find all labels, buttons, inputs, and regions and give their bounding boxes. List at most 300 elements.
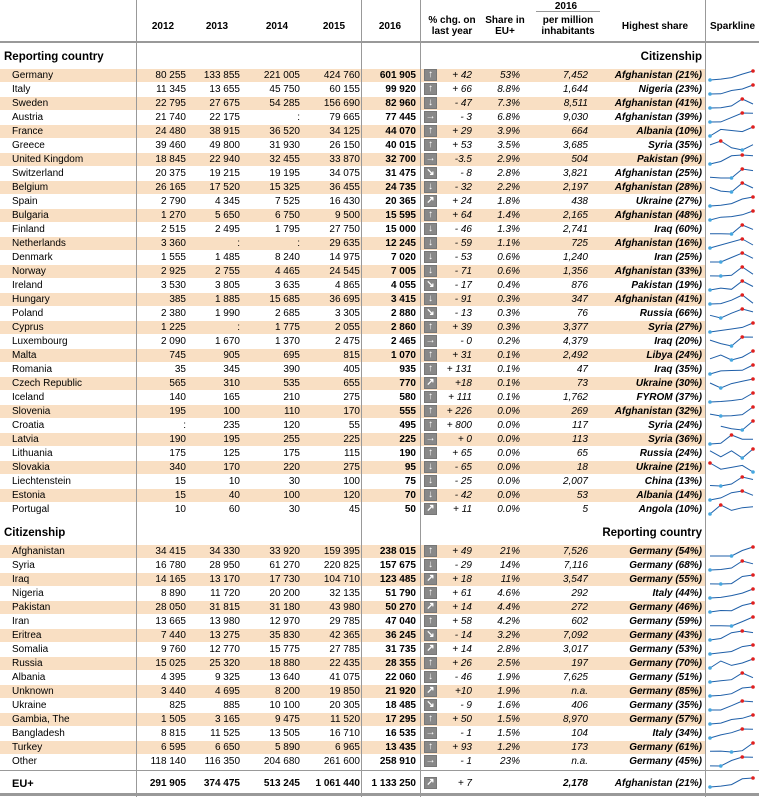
sparkline	[708, 776, 755, 789]
value-cell: 11 520	[330, 714, 360, 725]
sparkline-max-marker	[751, 419, 755, 423]
per-million: 347	[571, 294, 588, 305]
row-label: Russia	[12, 658, 43, 669]
row-label: Gambia, The	[12, 714, 70, 725]
value-cell: 54 285	[269, 98, 300, 109]
value-cell: 26 165	[155, 182, 186, 193]
value-cell: 22 940	[209, 154, 240, 165]
trend-arrow-icon: ↗	[424, 503, 437, 515]
value-cell: 2 495	[214, 224, 240, 235]
sparkline	[708, 699, 755, 712]
total-value: 513 245	[263, 778, 300, 789]
per-million: 8,970	[562, 714, 588, 725]
trend-arrow-icon: ↑	[424, 363, 437, 375]
sparkline-max-marker	[751, 643, 755, 647]
trend-arrow-icon: ↑	[424, 741, 437, 753]
sparkline	[708, 587, 755, 600]
row-label: Norway	[12, 266, 46, 277]
value-cell: 33 870	[329, 154, 360, 165]
value-cell: 13 170	[209, 574, 240, 585]
value-cell: 31 930	[269, 140, 300, 151]
value-cell: 51 790	[385, 588, 416, 599]
trend-arrow-icon: ↓	[424, 181, 437, 193]
sparkline-line	[710, 253, 753, 262]
per-million: 292	[571, 588, 588, 599]
sparkline-line	[710, 491, 753, 500]
trend-arrow-icon: ↑	[424, 83, 437, 95]
value-cell: 22 435	[329, 658, 360, 669]
trend-arrow-icon: ↗	[424, 601, 437, 613]
table-row	[0, 418, 759, 432]
sparkline-line	[710, 197, 753, 206]
highest-share: Germany (54%)	[629, 546, 702, 557]
value-cell: 3 415	[390, 294, 416, 305]
table-row	[0, 558, 759, 572]
sparkline-cell	[708, 461, 755, 474]
value-cell: 340	[169, 462, 186, 473]
sparkline	[708, 503, 755, 516]
value-cell: 204 680	[263, 756, 300, 767]
highest-share: Libya (24%)	[646, 350, 702, 361]
highest-share: Germany (70%)	[629, 658, 702, 669]
sparkline	[708, 125, 755, 138]
pct-change: + 14	[452, 644, 472, 655]
value-cell: 1 885	[214, 294, 240, 305]
sparkline-cell	[708, 265, 755, 278]
pct-change: - 3	[460, 112, 472, 123]
trend-arrow-icon: ↑	[424, 657, 437, 669]
share-eu: 0.4%	[497, 280, 520, 291]
value-cell: 15 595	[385, 210, 416, 221]
value-cell: 18 485	[385, 700, 416, 711]
value-cell: 2 055	[334, 322, 360, 333]
per-million: 73	[576, 378, 588, 389]
value-cell: 2 925	[160, 266, 186, 277]
pct-change: - 13	[454, 308, 472, 319]
sparkline	[708, 727, 755, 740]
highest-share: Germany (57%)	[629, 714, 702, 725]
value-cell: 8 815	[160, 728, 186, 739]
value-cell: 3 360	[160, 238, 186, 249]
total-row-content	[0, 776, 759, 792]
pct-change: - 47	[454, 98, 472, 109]
sparkline-line	[710, 575, 753, 584]
table-row	[0, 502, 759, 516]
pct-change: + 18	[452, 574, 472, 585]
value-cell: 156 690	[323, 98, 360, 109]
sparkline-max-marker	[751, 69, 755, 73]
share-eu: 1.9%	[497, 672, 520, 683]
trend-arrow-icon: ↓	[424, 475, 437, 487]
trend-arrow-icon: ↑	[424, 69, 437, 81]
per-million: 76	[576, 308, 588, 319]
row-label: Syria	[12, 560, 35, 571]
row-label: Slovakia	[12, 462, 50, 473]
sparkline-max-marker	[751, 657, 755, 661]
trend-arrow-icon: ↓	[424, 237, 437, 249]
sparkline-max-marker	[740, 265, 744, 269]
row-label: Austria	[12, 112, 44, 123]
per-million: 18	[576, 462, 588, 473]
pct-change: + 800	[446, 420, 472, 431]
trend-arrow-icon: ↑	[424, 419, 437, 431]
trend-arrow-icon: ↘	[424, 167, 437, 179]
value-cell: 38 915	[209, 126, 240, 137]
sparkline	[708, 657, 755, 670]
row-label: Portugal	[12, 504, 50, 515]
pct-change: - 65	[454, 462, 472, 473]
highest-share: Syria (24%)	[648, 420, 702, 431]
trend-arrow-icon: ↗	[424, 643, 437, 655]
col-per-million: per million inhabitants	[541, 15, 595, 37]
highest-share: Germany (35%)	[629, 700, 702, 711]
table-row	[0, 390, 759, 404]
value-cell: 70	[404, 490, 416, 501]
value-cell: 3 305	[334, 308, 360, 319]
trend-arrow-icon: ↑	[424, 321, 437, 333]
value-cell: 47 040	[385, 616, 416, 627]
sparkline	[708, 237, 755, 250]
per-million: 876	[571, 280, 588, 291]
share-eu: 3.2%	[497, 630, 520, 641]
sparkline-cell	[708, 209, 755, 222]
highest-share: Germany (43%)	[629, 630, 702, 641]
row-label: Slovenia	[12, 406, 51, 417]
value-cell: 580	[399, 392, 416, 403]
row-label: Cyprus	[12, 322, 44, 333]
trend-arrow-icon: ↓	[424, 559, 437, 571]
trend-arrow-icon: ↗	[424, 777, 437, 789]
share-eu: 1.5%	[497, 714, 520, 725]
value-cell: 13 665	[155, 616, 186, 627]
highest-share: Afghanistan (39%)	[614, 112, 702, 123]
value-cell: 390	[283, 364, 300, 375]
highest-share: Ukraine (21%)	[635, 462, 702, 473]
value-cell: 27 675	[209, 98, 240, 109]
pct-change: + 29	[452, 126, 472, 137]
value-cell: 12 770	[209, 644, 240, 655]
table-row	[0, 684, 759, 698]
table-row	[0, 166, 759, 180]
highest-share: Nigeria (23%)	[638, 84, 702, 95]
share-eu: 0.6%	[497, 266, 520, 277]
sparkline-line	[710, 778, 753, 787]
sparkline-line	[710, 645, 753, 654]
value-cell: 43 980	[329, 602, 360, 613]
value-cell: 3 635	[274, 280, 300, 291]
pct-change: + 111	[448, 392, 472, 403]
row-label: Spain	[12, 196, 38, 207]
sparkline-cell	[708, 447, 755, 460]
trend-arrow-icon: ↓	[424, 489, 437, 501]
highest-share: Albania (10%)	[636, 126, 702, 137]
table-row	[0, 446, 759, 460]
value-cell: 159 395	[323, 546, 360, 557]
value-cell: 8 890	[160, 588, 186, 599]
value-cell: 24 545	[329, 266, 360, 277]
highest-share: Afghanistan (48%)	[614, 210, 702, 221]
col-year-group: 2016	[554, 1, 578, 12]
highest-share: Afghanistan (32%)	[614, 406, 702, 417]
value-cell: 19 215	[209, 168, 240, 179]
value-cell: 225	[343, 434, 360, 445]
value-cell: 29 635	[329, 238, 360, 249]
sparkline-line	[710, 141, 753, 150]
value-cell: :	[237, 238, 240, 249]
sparkline	[708, 433, 755, 446]
sparkline-cell	[708, 251, 755, 264]
value-cell: 11 345	[156, 84, 186, 95]
trend-arrow-icon: ↑	[424, 545, 437, 557]
value-cell: 31 735	[385, 644, 416, 655]
value-cell: 21 740	[155, 112, 186, 123]
row-label: Ukraine	[12, 700, 47, 711]
value-cell: 13 275	[209, 630, 240, 641]
highest-share: Iraq (20%)	[654, 336, 702, 347]
per-million: 3,017	[562, 644, 588, 655]
value-cell: 770	[399, 378, 416, 389]
value-cell: 225	[399, 434, 416, 445]
sparkline-line	[710, 379, 753, 388]
total-pct-change: + 7	[457, 778, 472, 789]
sparkline-line	[710, 659, 753, 668]
value-cell: 123 485	[379, 574, 416, 585]
per-million: 269	[571, 406, 588, 417]
trend-arrow-icon: ↑	[424, 139, 437, 151]
sparkline-line	[710, 267, 753, 276]
share-eu: 53%	[499, 70, 520, 81]
section-title-reporting: Reporting country	[4, 51, 104, 63]
col-divider	[420, 0, 421, 797]
sparkline	[708, 223, 755, 236]
value-cell: 8 200	[274, 686, 300, 697]
highest-share: Germany (59%)	[629, 616, 702, 627]
table-row	[0, 376, 759, 390]
share-eu: 1.4%	[497, 210, 520, 221]
value-cell: 36 455	[329, 182, 360, 193]
sparkline	[708, 629, 755, 642]
per-million: 406	[571, 700, 588, 711]
sparkline	[708, 335, 755, 348]
value-cell: 24 735	[385, 182, 416, 193]
section-title-reporting-right: Reporting country	[602, 527, 702, 539]
share-eu: 0.0%	[497, 476, 520, 487]
share-eu: 2.8%	[497, 168, 520, 179]
sparkline-cell	[708, 321, 755, 334]
per-million: 664	[571, 126, 588, 137]
value-cell: 17 520	[209, 182, 240, 193]
table-row	[0, 306, 759, 320]
per-million: 7,092	[562, 630, 588, 641]
share-eu: 0.3%	[497, 322, 520, 333]
value-cell: 49 800	[209, 140, 240, 151]
value-cell: 2 380	[160, 308, 186, 319]
value-cell: 75	[404, 476, 416, 487]
pct-change: - 25	[454, 476, 472, 487]
value-cell: 16 430	[329, 196, 360, 207]
sparkline-cell	[708, 713, 755, 726]
sparkline-max-marker	[751, 741, 755, 745]
value-cell: 14 975	[329, 252, 360, 263]
row-label: Estonia	[12, 490, 46, 501]
sparkline-max-marker	[740, 629, 744, 633]
per-million: 2,165	[562, 210, 588, 221]
pct-change: + 61	[452, 588, 472, 599]
highest-share: Germany (53%)	[629, 644, 702, 655]
highest-share: Afghanistan (33%)	[614, 266, 702, 277]
col-pct-change: % chg. on last year	[428, 15, 476, 37]
value-cell: 100	[283, 490, 300, 501]
sparkline	[708, 475, 755, 488]
col-share: Share in EU+	[485, 15, 525, 37]
row-label: Netherlands	[12, 238, 66, 249]
pct-change: +10	[455, 686, 472, 697]
value-cell: 1 225	[160, 322, 186, 333]
value-cell: 3 440	[160, 686, 186, 697]
sparkline-cell	[708, 699, 755, 712]
table-row	[0, 656, 759, 670]
highest-share: FYROM (37%)	[636, 392, 702, 403]
value-cell: 1 990	[214, 308, 240, 319]
value-cell: 170	[343, 406, 360, 417]
value-cell: 77 445	[385, 112, 416, 123]
trend-arrow-icon: ↓	[424, 461, 437, 473]
sparkline-max-marker	[751, 83, 755, 87]
table-row	[0, 264, 759, 278]
value-cell: 28 355	[385, 658, 416, 669]
row-label: Luxembourg	[12, 336, 68, 347]
sparkline-max-marker	[740, 671, 744, 675]
per-million: 3,821	[562, 168, 588, 179]
sparkline-cell	[708, 405, 755, 418]
sparkline-max-marker	[751, 776, 755, 780]
value-cell: 60	[228, 504, 240, 515]
trend-arrow-icon: →	[425, 755, 436, 766]
sparkline	[708, 447, 755, 460]
sparkline-line	[710, 477, 753, 486]
sparkline-max-marker	[751, 377, 755, 381]
value-cell: 4 345	[214, 196, 240, 207]
sparkline	[708, 97, 755, 110]
share-eu: 0.0%	[497, 448, 520, 459]
per-million: 47	[576, 364, 588, 375]
value-cell: 36 695	[329, 294, 360, 305]
sparkline-max-marker	[740, 727, 744, 731]
share-eu: 0.1%	[497, 350, 520, 361]
share-eu: 1.1%	[497, 238, 520, 249]
trend-arrow-icon: ↗	[424, 377, 437, 389]
sparkline-max-marker	[751, 447, 755, 451]
per-million: 7,526	[562, 546, 588, 557]
per-million: 117	[572, 420, 588, 431]
sparkline-max-marker	[740, 307, 744, 311]
pct-change: - 42	[454, 490, 472, 501]
value-cell: 2 515	[160, 224, 186, 235]
value-cell: 1 370	[274, 336, 300, 347]
pct-change: - 1	[460, 728, 472, 739]
value-cell: 405	[343, 364, 360, 375]
value-cell: :	[297, 112, 300, 123]
value-cell: 9 325	[214, 672, 240, 683]
value-cell: 31 475	[385, 168, 416, 179]
share-eu: 2.2%	[497, 182, 520, 193]
value-cell: 424 760	[323, 70, 360, 81]
table-row	[0, 208, 759, 222]
value-cell: 3 805	[214, 280, 240, 291]
value-cell: 14 165	[155, 574, 186, 585]
value-cell: :	[237, 322, 240, 333]
value-cell: 125	[223, 448, 240, 459]
sparkline-max-marker	[751, 685, 755, 689]
sparkline-line	[710, 561, 753, 570]
value-cell: 15 025	[155, 658, 186, 669]
value-cell: 815	[343, 350, 360, 361]
table-row	[0, 124, 759, 138]
highest-share: Italy (44%)	[652, 588, 702, 599]
pct-change: - 0	[460, 336, 472, 347]
sparkline-cell	[708, 475, 755, 488]
value-cell: 100	[223, 406, 240, 417]
value-cell: 22 795	[155, 98, 186, 109]
col-highest-share: Highest share	[621, 21, 689, 32]
sparkline-cell	[708, 391, 755, 404]
share-eu: 4.6%	[497, 588, 520, 599]
row-label: Iceland	[12, 392, 45, 403]
sparkline-line	[710, 295, 753, 304]
sparkline-max-marker	[751, 321, 755, 325]
row-label: Italy	[12, 84, 31, 95]
sparkline-cell	[708, 587, 755, 600]
sparkline-line	[710, 85, 753, 94]
sparkline-max-marker	[719, 503, 723, 507]
row-label: Unknown	[12, 686, 54, 697]
pct-change: - 53	[454, 252, 472, 263]
highest-share: Germany (45%)	[629, 756, 702, 767]
sparkline-line	[710, 113, 753, 122]
row-label: Bangladesh	[12, 728, 65, 739]
pct-change: - 8	[460, 168, 472, 179]
col-divider	[705, 0, 706, 797]
share-eu: 0.0%	[497, 462, 520, 473]
sparkline-line	[710, 155, 753, 164]
sparkline-max-marker	[740, 559, 744, 563]
highest-share: Afghanistan (41%)	[614, 98, 702, 109]
trend-arrow-icon: ↘	[424, 699, 437, 711]
sparkline	[708, 643, 755, 656]
pct-change: - 29	[454, 560, 472, 571]
value-cell: 12 245	[385, 238, 416, 249]
table-row	[0, 404, 759, 418]
value-cell: 34 415	[155, 546, 186, 557]
value-cell: 29 785	[329, 616, 360, 627]
value-cell: 4 055	[390, 280, 416, 291]
value-cell: 45 750	[269, 84, 300, 95]
value-cell: 36 520	[269, 126, 300, 137]
sparkline-cell	[708, 139, 755, 152]
sparkline-cell	[708, 489, 755, 502]
highest-share: Afghanistan (41%)	[614, 294, 702, 305]
value-cell: 13 640	[269, 672, 300, 683]
highest-share: Germany (55%)	[629, 574, 702, 585]
table-row	[0, 614, 759, 628]
value-cell: 555	[399, 406, 416, 417]
value-cell: 120	[343, 490, 360, 501]
share-eu: 0.6%	[497, 252, 520, 263]
sparkline-max-marker	[719, 139, 723, 143]
share-eu: 0.1%	[497, 364, 520, 375]
header-rule	[0, 41, 759, 43]
value-cell: 15 325	[269, 182, 300, 193]
